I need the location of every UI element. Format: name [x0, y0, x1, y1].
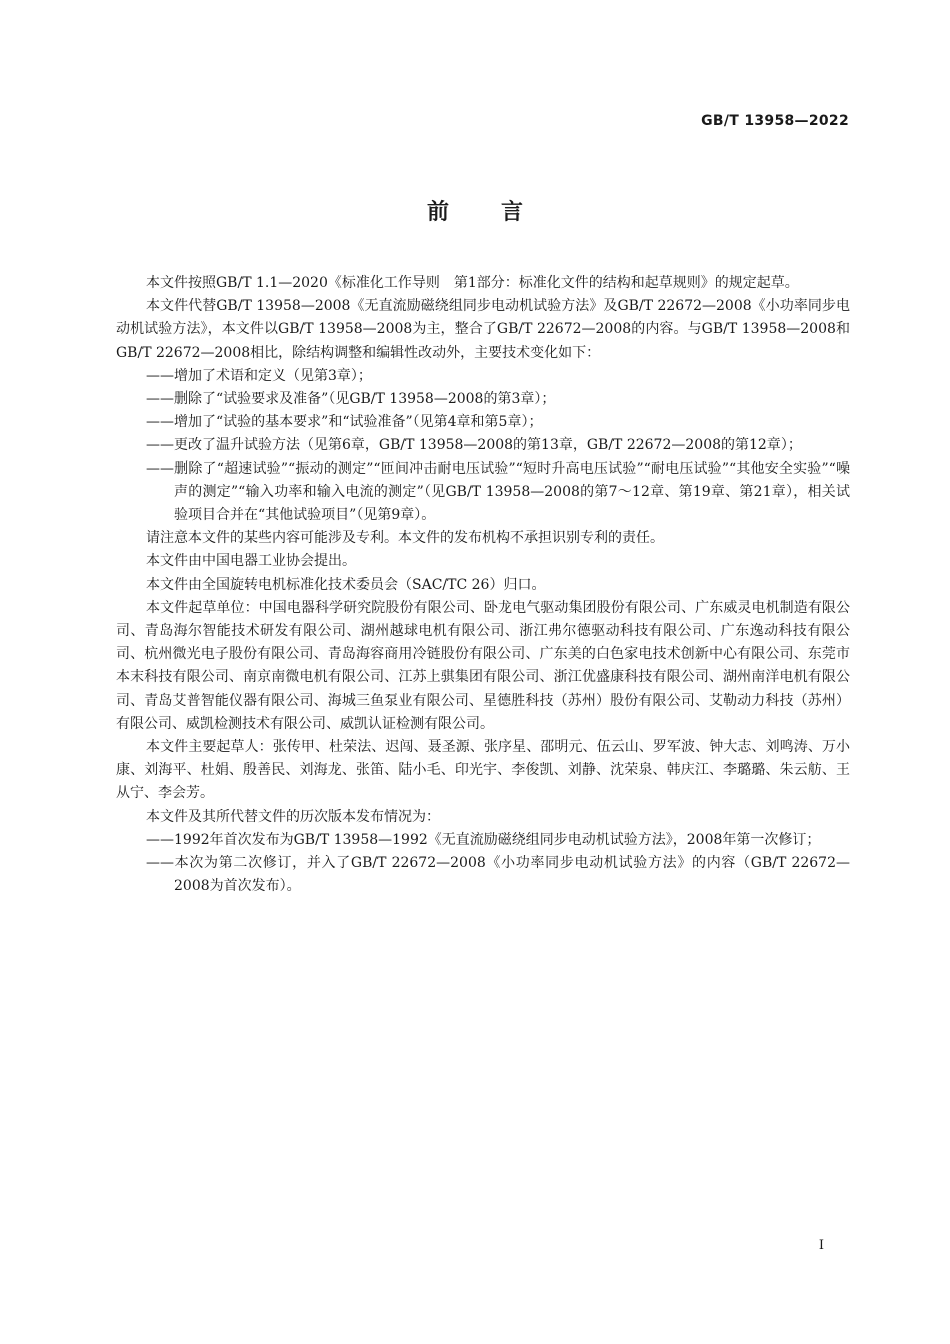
paragraph-committee: 本文件由全国旋转电机标准化技术委员会（SAC/TC 26）归口。	[146, 576, 546, 593]
paragraph-drafters: 本文件主要起草人：张传甲、杜荣法、迟闯、聂圣源、张序星、邵明元、伍云山、罗军波、钟大志、刘鸣涛、万小康、刘海平、杜娟、殷善民、刘海龙、张笛、陆小毛、印光宇、李俊凯、刘静、沈荣泉、韩庆江、李璐璐、朱云舫、王从宁、李会芳。	[116, 739, 850, 802]
paragraph-drafting-units: 本文件起草单位：中国电器科学研究院股份有限公司、卧龙电气驱动集团股份有限公司、广东威灵电机制造有限公司、青岛海尔智能技术研发有限公司、湖州越球电机有限公司、浙江弗尔德驱动科技有限公司、广东逸动科技有限公司、杭州微光电子股份有限公司、青岛海容商用冷链股份有限公司、广东美的白色家电技术创新中心有限公司、东莞市本末科技有限公司、南京南微电机有限公司、江苏上骐集团有限公司、浙江优盛康科技有限公司、湖州南洋电机有限公司、青岛艾普智能仪器有限公司、海城三鱼泵业有限公司、星德胜科技（苏州）股份有限公司、艾勒动力科技（苏州）有限公司、威凯检测技术有限公司、威凯认证检测有限公司。	[116, 599, 850, 732]
change-item: ——更改了温升试验方法（见第6章，GB/T 13958—2008的第13章，GB/T 22672—2008的第12章）；	[146, 437, 802, 454]
change-item: ——增加了术语和定义（见第3章）；	[146, 367, 372, 384]
paragraph-patent-notice: 请注意本文件的某些内容可能涉及专利。本文件的发布机构不承担识别专利的责任。	[146, 530, 664, 547]
change-item: ——删除了“试验要求及准备”（见GB/T 13958—2008的第3章）；	[146, 391, 556, 408]
change-item: ——增加了“试验的基本要求”和“试验准备”（见第4章和第5章）；	[146, 414, 543, 431]
history-item: ——本次为第二次修订，并入了GB/T 22672—2008《小功率同步电动机试验方法》的内容（GB/T 22672—2008为首次发布）。	[146, 855, 850, 895]
paragraph-history-intro: 本文件及其所代替文件的历次版本发布情况为：	[146, 808, 440, 825]
change-item: ——删除了“超速试验”“振动的测定”“匝间冲击耐电压试验”“短时升高电压试验”“耐电压试验”“其他安全实验”“噪声的测定”“输入功率和输入电流的测定”（见GB/T 13958—2008的第7～12章、第19章、第21章），相关试验项目合并在“其他试验项目”（见第9章）。	[146, 460, 850, 524]
paragraph-proposer: 本文件由中国电器工业协会提出。	[146, 553, 356, 570]
paragraph-replacement: 本文件代替GB/T 13958—2008《无直流励磁绕组同步电动机试验方法》及GB/T 22672—2008《小功率同步电动机试验方法》，本文件以GB/T 13958—2008为主，整合了GB/T 22672—2008的内容。与GB/T 13958—2008和GB/T 22672—2008相比，除结构调整和编辑性改动外，主要技术变化如下：	[116, 298, 850, 361]
standard-code: GB/T 13958—2022	[701, 113, 849, 129]
page-title: 前言	[426, 200, 575, 225]
paragraph-drafting-rules: 本文件按照GB/T 1.1—2020《标准化工作导则 第1部分：标准化文件的结构和起草规则》的规定起草。	[146, 275, 799, 291]
document-body	[116, 272, 850, 898]
page-number: Ⅰ	[818, 1238, 824, 1253]
history-item: ——1992年首次发布为GB/T 13958—1992《无直流励磁绕组同步电动机试验方法》，2008年第一次修订；	[146, 831, 821, 848]
